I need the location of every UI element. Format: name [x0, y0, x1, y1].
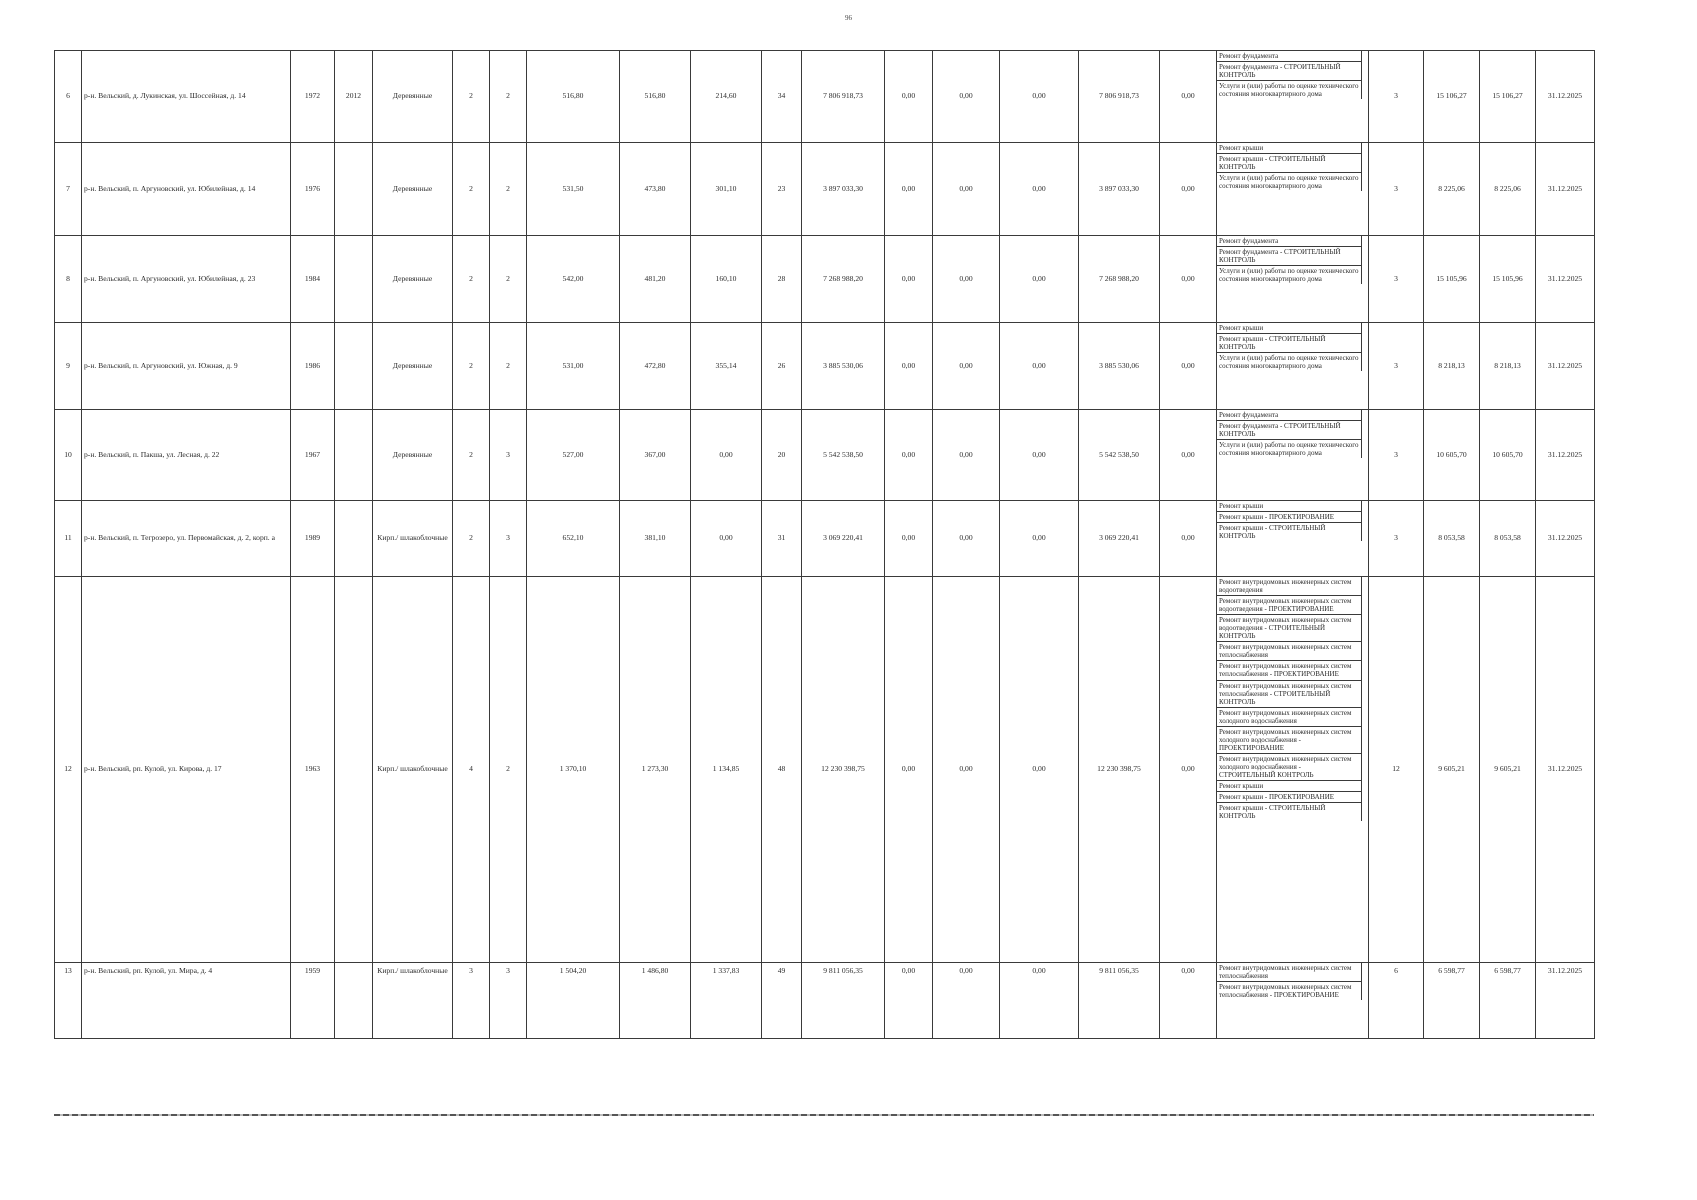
unit-cost-limit-cell: 15 105,96	[1480, 236, 1536, 323]
cost-total-cell: 9 811 056,35	[802, 963, 885, 1039]
year-renovated-cell	[335, 410, 373, 501]
wall-material-cell: Деревянные	[373, 51, 453, 143]
row-number-cell: 7	[55, 143, 82, 236]
address-cell: р-н. Вельский, п. Пакша, ул. Лесная, д. 22	[82, 410, 291, 501]
address-cell: р-н. Вельский, п. Аргуновский, ул. Юбилейная, д. 14	[82, 143, 291, 236]
work-item: Ремонт внутридомовых инженерных систем теплоснабжения	[1217, 963, 1361, 982]
entrances-cell: 2	[490, 236, 527, 323]
cost-regional-cell: 0,00	[933, 323, 1000, 410]
residents-cell: 49	[762, 963, 802, 1039]
cost-local-cell: 0,00	[1000, 323, 1079, 410]
wall-material-cell: Деревянные	[373, 410, 453, 501]
works-count-cell: 6	[1369, 963, 1424, 1039]
area-premises-cell: 381,10	[620, 501, 691, 577]
work-item: Ремонт крыши - СТРОИТЕЛЬНЫЙ КОНТРОЛЬ	[1217, 334, 1361, 353]
wall-material-cell: Кирп./ шлакоблочные	[373, 577, 453, 963]
cost-total-cell: 7 806 918,73	[802, 51, 885, 143]
works-list-cell	[1217, 143, 1369, 236]
table-row	[55, 51, 1595, 143]
unit-cost-limit-cell: 8 225,06	[1480, 143, 1536, 236]
cost-owners-cell: 7 268 988,20	[1079, 236, 1160, 323]
year-renovated-cell	[335, 143, 373, 236]
cost-federal-cell: 0,00	[885, 323, 933, 410]
cost-total-cell: 3 069 220,41	[802, 501, 885, 577]
cost-other-cell: 0,00	[1160, 963, 1217, 1039]
floors-cell: 2	[453, 501, 490, 577]
unit-cost-limit-cell: 10 605,70	[1480, 410, 1536, 501]
area-premises-cell: 367,00	[620, 410, 691, 501]
work-item: Ремонт фундамента	[1217, 51, 1361, 62]
works-list-cell	[1217, 236, 1369, 323]
total-area-cell: 1 504,20	[527, 963, 620, 1039]
cost-federal-cell: 0,00	[885, 143, 933, 236]
address-cell: р-н. Вельский, рп. Кулой, ул. Кирова, д. 17	[82, 577, 291, 963]
entrances-cell: 2	[490, 51, 527, 143]
work-item: Ремонт внутридомовых инженерных систем теплоснабжения - СТРОИТЕЛЬНЫЙ КОНТРОЛЬ	[1217, 681, 1361, 708]
table-row	[55, 577, 1595, 963]
area-residential-cell: 1 134,85	[691, 577, 762, 963]
entrances-cell: 3	[490, 410, 527, 501]
work-list	[1217, 577, 1362, 821]
work-item: Услуги и (или) работы по оценке технического состояния многоквартирного дома	[1219, 82, 1359, 99]
area-residential-cell: 160,10	[691, 236, 762, 323]
cost-local-cell: 0,00	[1000, 51, 1079, 143]
residents-cell: 28	[762, 236, 802, 323]
work-item: Ремонт внутридомовых инженерных систем теплоснабжения	[1217, 642, 1361, 661]
works-list-cell	[1217, 501, 1369, 577]
cost-federal-cell: 0,00	[885, 963, 933, 1039]
deadline-cell: 31.12.2025	[1536, 410, 1595, 501]
cost-owners-cell: 9 811 056,35	[1079, 963, 1160, 1039]
work-item: Ремонт фундамента - СТРОИТЕЛЬНЫЙ КОНТРОЛЬ	[1217, 421, 1361, 440]
year-built-cell: 1986	[291, 323, 335, 410]
capital-repair-table	[54, 50, 1595, 1039]
wall-material-cell: Кирп./ шлакоблочные	[373, 501, 453, 577]
cost-regional-cell: 0,00	[933, 236, 1000, 323]
work-item: Ремонт внутридомовых инженерных систем водоотведения - ПРОЕКТИРОВАНИЕ	[1217, 596, 1361, 615]
works-count-cell: 3	[1369, 501, 1424, 577]
unit-cost-cell: 8 225,06	[1424, 143, 1480, 236]
table-bottom-edge	[54, 1114, 1594, 1116]
cost-federal-cell: 0,00	[885, 51, 933, 143]
row-number-cell: 11	[55, 501, 82, 577]
year-renovated-cell	[335, 501, 373, 577]
year-renovated-cell	[335, 323, 373, 410]
work-item: Ремонт крыши - СТРОИТЕЛЬНЫЙ КОНТРОЛЬ	[1219, 524, 1326, 541]
unit-cost-limit-cell: 6 598,77	[1480, 963, 1536, 1039]
deadline-cell: 31.12.2025	[1536, 143, 1595, 236]
cost-regional-cell: 0,00	[933, 963, 1000, 1039]
work-item: Ремонт внутридомовых инженерных систем холодного водоснабжения	[1217, 708, 1361, 727]
page-number: 96	[845, 14, 852, 22]
total-area-cell: 527,00	[527, 410, 620, 501]
unit-cost-cell: 6 598,77	[1424, 963, 1480, 1039]
floors-cell: 4	[453, 577, 490, 963]
entrances-cell: 2	[490, 323, 527, 410]
work-item: Ремонт крыши	[1217, 143, 1361, 154]
address-cell: р-н. Вельский, п. Аргуновский, ул. Южная, д. 9	[82, 323, 291, 410]
cost-federal-cell: 0,00	[885, 577, 933, 963]
table-body	[55, 51, 1595, 1039]
table-row	[55, 963, 1595, 1039]
work-list	[1217, 323, 1362, 371]
works-count-cell: 3	[1369, 51, 1424, 143]
work-item: Ремонт фундамента - СТРОИТЕЛЬНЫЙ КОНТРОЛЬ	[1217, 62, 1361, 81]
work-item: Ремонт крыши - СТРОИТЕЛЬНЫЙ КОНТРОЛЬ	[1219, 804, 1326, 821]
work-list	[1217, 236, 1362, 284]
work-item: Ремонт внутридомовых инженерных систем холодного водоснабжения - СТРОИТЕЛЬНЫЙ КОНТРОЛЬ	[1217, 754, 1361, 781]
cost-total-cell: 5 542 538,50	[802, 410, 885, 501]
area-premises-cell: 1 486,80	[620, 963, 691, 1039]
cost-total-cell: 3 885 530,06	[802, 323, 885, 410]
work-item: Ремонт фундамента	[1217, 236, 1361, 247]
cost-owners-cell: 3 897 033,30	[1079, 143, 1160, 236]
cost-local-cell: 0,00	[1000, 501, 1079, 577]
floors-cell: 2	[453, 143, 490, 236]
work-item: Ремонт крыши	[1217, 781, 1361, 792]
unit-cost-cell: 8 053,58	[1424, 501, 1480, 577]
work-item: Ремонт фундамента - СТРОИТЕЛЬНЫЙ КОНТРОЛЬ	[1217, 247, 1361, 266]
area-residential-cell: 1 337,83	[691, 963, 762, 1039]
deadline-cell: 31.12.2025	[1536, 236, 1595, 323]
year-renovated-cell	[335, 236, 373, 323]
residents-cell: 26	[762, 323, 802, 410]
works-list-cell	[1217, 410, 1369, 501]
works-list-cell	[1217, 323, 1369, 410]
entrances-cell: 3	[490, 963, 527, 1039]
year-built-cell: 1989	[291, 501, 335, 577]
table-row	[55, 143, 1595, 236]
unit-cost-limit-cell: 8 053,58	[1480, 501, 1536, 577]
cost-total-cell: 12 230 398,75	[802, 577, 885, 963]
cost-regional-cell: 0,00	[933, 143, 1000, 236]
wall-material-cell: Кирп./ шлакоблочные	[373, 963, 453, 1039]
year-renovated-cell	[335, 963, 373, 1039]
unit-cost-limit-cell: 8 218,13	[1480, 323, 1536, 410]
cost-federal-cell: 0,00	[885, 236, 933, 323]
address-cell: р-н. Вельский, рп. Кулой, ул. Мира, д. 4	[82, 963, 291, 1039]
work-item: Ремонт внутридомовых инженерных систем водоотведения	[1217, 577, 1361, 596]
year-renovated-cell	[335, 577, 373, 963]
year-built-cell: 1984	[291, 236, 335, 323]
deadline-cell: 31.12.2025	[1536, 51, 1595, 143]
cost-regional-cell: 0,00	[933, 577, 1000, 963]
cost-owners-cell: 5 542 538,50	[1079, 410, 1160, 501]
unit-cost-limit-cell: 15 106,27	[1480, 51, 1536, 143]
works-list-cell	[1217, 51, 1369, 143]
deadline-cell: 31.12.2025	[1536, 963, 1595, 1039]
area-residential-cell: 214,60	[691, 51, 762, 143]
work-list	[1217, 143, 1362, 191]
year-built-cell: 1963	[291, 577, 335, 963]
works-count-cell: 3	[1369, 410, 1424, 501]
cost-federal-cell: 0,00	[885, 501, 933, 577]
work-item: Ремонт внутридомовых инженерных систем холодного водоснабжения - ПРОЕКТИРОВАНИЕ	[1217, 727, 1361, 754]
floors-cell: 2	[453, 410, 490, 501]
work-item: Ремонт внутридомовых инженерных систем водоотведения - СТРОИТЕЛЬНЫЙ КОНТРОЛЬ	[1217, 615, 1361, 642]
cost-owners-cell: 3 069 220,41	[1079, 501, 1160, 577]
address-cell: р-н. Вельский, д. Лукинская, ул. Шоссейная, д. 14	[82, 51, 291, 143]
area-premises-cell: 481,20	[620, 236, 691, 323]
table-row	[55, 236, 1595, 323]
cost-regional-cell: 0,00	[933, 501, 1000, 577]
cost-local-cell: 0,00	[1000, 410, 1079, 501]
works-count-cell: 12	[1369, 577, 1424, 963]
total-area-cell: 1 370,10	[527, 577, 620, 963]
works-list-cell	[1217, 577, 1369, 963]
cost-local-cell: 0,00	[1000, 963, 1079, 1039]
deadline-cell: 31.12.2025	[1536, 323, 1595, 410]
cost-other-cell: 0,00	[1160, 236, 1217, 323]
unit-cost-cell: 15 105,96	[1424, 236, 1480, 323]
residents-cell: 31	[762, 501, 802, 577]
year-built-cell: 1967	[291, 410, 335, 501]
wall-material-cell: Деревянные	[373, 323, 453, 410]
area-premises-cell: 516,80	[620, 51, 691, 143]
work-item: Ремонт внутридомовых инженерных систем теплоснабжения - ПРОЕКТИРОВАНИЕ	[1219, 983, 1352, 1000]
area-premises-cell: 472,80	[620, 323, 691, 410]
works-count-cell: 3	[1369, 236, 1424, 323]
wall-material-cell: Деревянные	[373, 236, 453, 323]
cost-regional-cell: 0,00	[933, 51, 1000, 143]
work-list	[1217, 410, 1362, 458]
cost-federal-cell: 0,00	[885, 410, 933, 501]
work-item: Ремонт крыши - СТРОИТЕЛЬНЫЙ КОНТРОЛЬ	[1217, 154, 1361, 173]
work-list	[1217, 963, 1362, 1000]
address-cell: р-н. Вельский, п. Тегрозеро, ул. Первомайская, д. 2, корп. а	[82, 501, 291, 577]
row-number-cell: 8	[55, 236, 82, 323]
residents-cell: 20	[762, 410, 802, 501]
residents-cell: 34	[762, 51, 802, 143]
row-number-cell: 9	[55, 323, 82, 410]
cost-other-cell: 0,00	[1160, 501, 1217, 577]
work-item: Ремонт внутридомовых инженерных систем теплоснабжения - ПРОЕКТИРОВАНИЕ	[1217, 661, 1361, 680]
works-count-cell: 3	[1369, 323, 1424, 410]
area-residential-cell: 0,00	[691, 501, 762, 577]
work-item: Ремонт крыши - ПРОЕКТИРОВАНИЕ	[1217, 792, 1361, 803]
floors-cell: 2	[453, 51, 490, 143]
floors-cell: 3	[453, 963, 490, 1039]
residents-cell: 48	[762, 577, 802, 963]
total-area-cell: 516,80	[527, 51, 620, 143]
table-row	[55, 323, 1595, 410]
entrances-cell: 3	[490, 501, 527, 577]
cost-other-cell: 0,00	[1160, 323, 1217, 410]
total-area-cell: 531,50	[527, 143, 620, 236]
cost-local-cell: 0,00	[1000, 236, 1079, 323]
work-item: Услуги и (или) работы по оценке технического состояния многоквартирного дома	[1219, 267, 1359, 284]
work-item: Услуги и (или) работы по оценке технического состояния многоквартирного дома	[1219, 441, 1359, 458]
area-residential-cell: 301,10	[691, 143, 762, 236]
residents-cell: 23	[762, 143, 802, 236]
floors-cell: 2	[453, 323, 490, 410]
work-item: Ремонт фундамента	[1217, 410, 1361, 421]
row-number-cell: 13	[55, 963, 82, 1039]
total-area-cell: 531,00	[527, 323, 620, 410]
cost-other-cell: 0,00	[1160, 410, 1217, 501]
cost-other-cell: 0,00	[1160, 577, 1217, 963]
entrances-cell: 2	[490, 577, 527, 963]
unit-cost-cell: 8 218,13	[1424, 323, 1480, 410]
table-row	[55, 501, 1595, 577]
address-cell: р-н. Вельский, п. Аргуновский, ул. Юбилейная, д. 23	[82, 236, 291, 323]
year-renovated-cell: 2012	[335, 51, 373, 143]
work-item: Ремонт крыши	[1217, 501, 1361, 512]
cost-total-cell: 3 897 033,30	[802, 143, 885, 236]
area-residential-cell: 0,00	[691, 410, 762, 501]
works-list-cell	[1217, 963, 1369, 1039]
year-built-cell: 1959	[291, 963, 335, 1039]
cost-owners-cell: 12 230 398,75	[1079, 577, 1160, 963]
row-number-cell: 10	[55, 410, 82, 501]
unit-cost-cell: 15 106,27	[1424, 51, 1480, 143]
cost-local-cell: 0,00	[1000, 577, 1079, 963]
year-built-cell: 1972	[291, 51, 335, 143]
wall-material-cell: Деревянные	[373, 143, 453, 236]
work-item: Ремонт крыши	[1217, 323, 1361, 334]
cost-owners-cell: 3 885 530,06	[1079, 323, 1160, 410]
floors-cell: 2	[453, 236, 490, 323]
row-number-cell: 6	[55, 51, 82, 143]
cost-regional-cell: 0,00	[933, 410, 1000, 501]
area-premises-cell: 1 273,30	[620, 577, 691, 963]
work-list	[1217, 51, 1362, 99]
deadline-cell: 31.12.2025	[1536, 577, 1595, 963]
work-item: Услуги и (или) работы по оценке технического состояния многоквартирного дома	[1219, 174, 1359, 191]
works-count-cell: 3	[1369, 143, 1424, 236]
work-list	[1217, 501, 1362, 541]
cost-total-cell: 7 268 988,20	[802, 236, 885, 323]
cost-other-cell: 0,00	[1160, 51, 1217, 143]
work-item: Ремонт крыши - ПРОЕКТИРОВАНИЕ	[1217, 512, 1361, 523]
unit-cost-limit-cell: 9 605,21	[1480, 577, 1536, 963]
year-built-cell: 1976	[291, 143, 335, 236]
deadline-cell: 31.12.2025	[1536, 501, 1595, 577]
cost-local-cell: 0,00	[1000, 143, 1079, 236]
table-row	[55, 410, 1595, 501]
work-item: Услуги и (или) работы по оценке технического состояния многоквартирного дома	[1219, 354, 1359, 371]
cost-other-cell: 0,00	[1160, 143, 1217, 236]
row-number-cell: 12	[55, 577, 82, 963]
area-residential-cell: 355,14	[691, 323, 762, 410]
unit-cost-cell: 10 605,70	[1424, 410, 1480, 501]
cost-owners-cell: 7 806 918,73	[1079, 51, 1160, 143]
unit-cost-cell: 9 605,21	[1424, 577, 1480, 963]
entrances-cell: 2	[490, 143, 527, 236]
area-premises-cell: 473,80	[620, 143, 691, 236]
total-area-cell: 652,10	[527, 501, 620, 577]
total-area-cell: 542,00	[527, 236, 620, 323]
